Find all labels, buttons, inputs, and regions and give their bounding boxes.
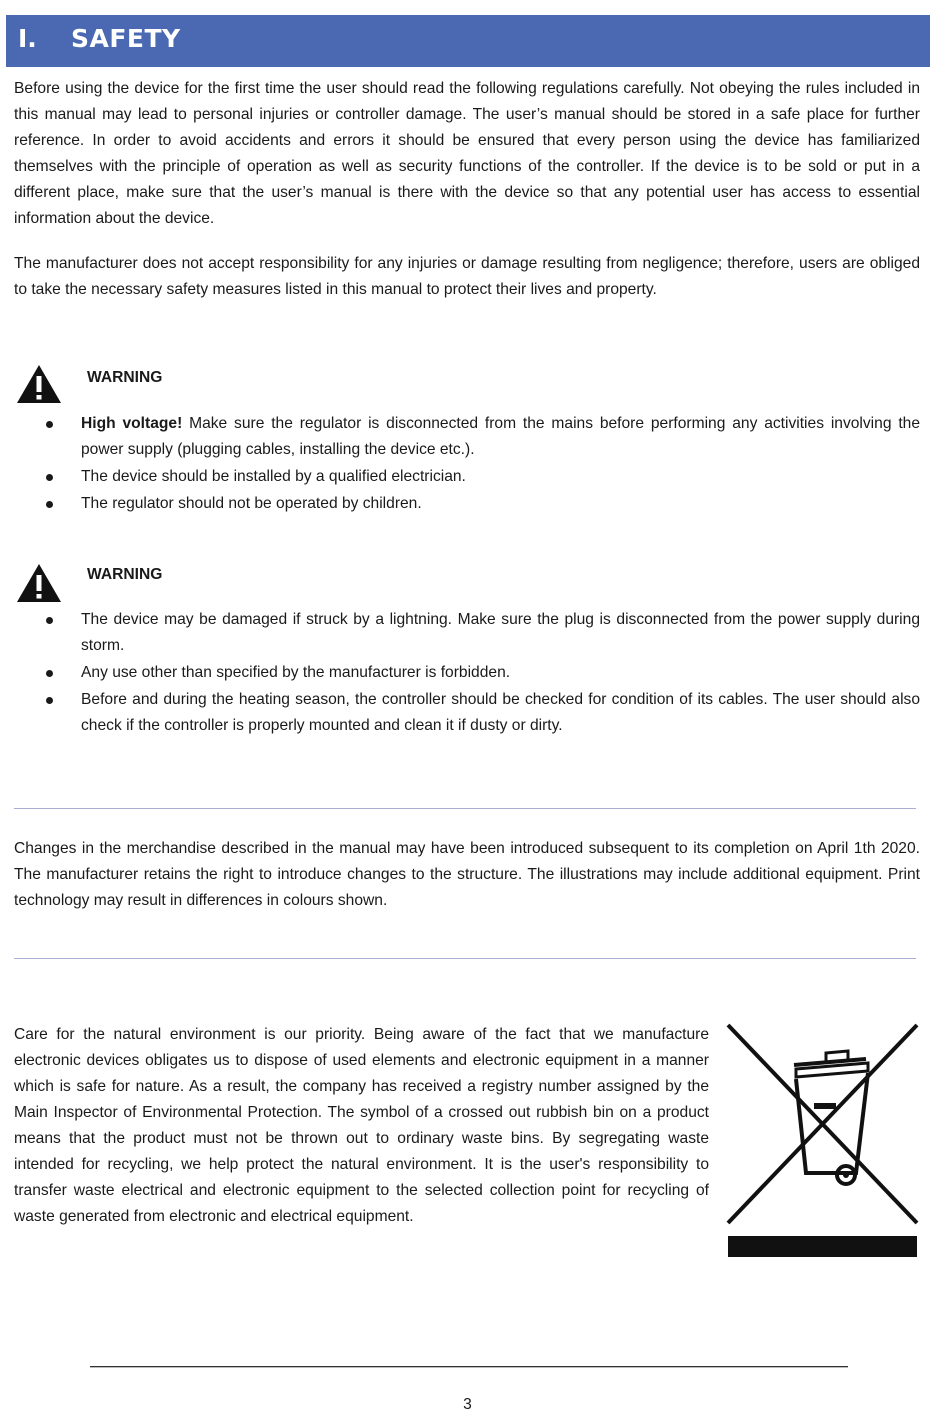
bullet-icon xyxy=(46,617,53,624)
bullet-icon xyxy=(46,697,53,704)
section-divider xyxy=(14,958,916,959)
intro-paragraph: Before using the device for the first time the user should read the following regulations carefully. Not obeying the rules included in this manual may lead to personal injuries or controller damage. The user’s manual should be stored in a safe place for further reference. In order to avoid accidents and errors it should be ensured that every person using the device has familiarized themselves with the principle of operation as well as security functions of the controller. If the device is to be sold or put in a different place, make sure that the user’s manual is there with the device so that any potential user has access to essential information about the device. xyxy=(14,80,920,227)
footer-rule-shadow xyxy=(90,1367,848,1368)
crossed-out-bin-icon xyxy=(726,1023,919,1259)
environment-paragraph: Care for the natural environment is our priority. Being aware of the fact that we manufacture electronic devices obligates us to dispose of used elements and electronic equipment in a manner which is safe for nature. As a result, the company has received a registry number assigned by the Main Inspector of Environmental Protection. The symbol of a crossed out rubbish bin on a product means that the product must not be thrown out to ordinary waste bins. By segregating waste intended for recycling, we help protect the natural environment. It is the user's responsibility to transfer waste electrical and electronic equipment to the selected collection point for recycling of waste generated from electronic and electrical equipment. xyxy=(14,1026,709,1225)
changes-paragraph: Changes in the merchandise described in the manual may have been introduced subsequent to its completion on April 1th 2020. The manufacturer retains the right to introduce changes to the structure. The illustrations may include additional equipment. Print technology may result in differences in colours shown. xyxy=(14,840,920,909)
list-item-text: Make sure the regulator is disconnected from the mains before performing any activities involving the power supply (plugging cables, installing the device etc.). xyxy=(81,415,920,458)
list-item-text: The device should be installed by a qualified electrician. xyxy=(81,468,466,485)
list-item-text: Before and during the heating season, the controller should be checked for condition of its cables. The user should also check if the controller is properly mounted and clean it if dusty or dirty. xyxy=(81,691,920,734)
warning-2-title: WARNING xyxy=(87,566,163,583)
bullet-icon xyxy=(46,670,53,677)
warning-1-title: WARNING xyxy=(87,369,163,386)
warning-triangle-icon xyxy=(16,364,62,404)
section-title: SAFETY xyxy=(71,24,181,53)
list-item xyxy=(0,687,920,739)
bullet-icon xyxy=(46,501,53,508)
list-item xyxy=(0,660,920,686)
section-divider xyxy=(14,808,916,809)
warning-triangle-icon xyxy=(16,563,62,603)
list-item-text: The regulator should not be operated by children. xyxy=(81,495,422,512)
bullet-icon xyxy=(46,421,53,428)
list-item xyxy=(0,491,920,517)
bullet-icon xyxy=(46,474,53,481)
list-item xyxy=(0,607,920,659)
list-item xyxy=(0,464,920,490)
list-item xyxy=(0,411,920,463)
list-item-text: The device may be damaged if struck by a lightning. Make sure the plug is disconnected from the power supply during storm. xyxy=(81,611,920,654)
section-header xyxy=(6,15,930,67)
warning-1-list xyxy=(0,411,920,518)
responsibility-paragraph: The manufacturer does not accept responsibility for any injuries or damage resulting from negligence; therefore, users are obliged to take the necessary safety measures listed in this manual to protect their lives and property. xyxy=(14,255,920,298)
list-item-text: Any use other than specified by the manufacturer is forbidden. xyxy=(81,664,511,681)
section-number: I. xyxy=(18,24,37,53)
high-voltage-label: High voltage! xyxy=(81,415,183,432)
warning-2-list xyxy=(0,607,920,740)
page-number: 3 xyxy=(463,1396,472,1413)
